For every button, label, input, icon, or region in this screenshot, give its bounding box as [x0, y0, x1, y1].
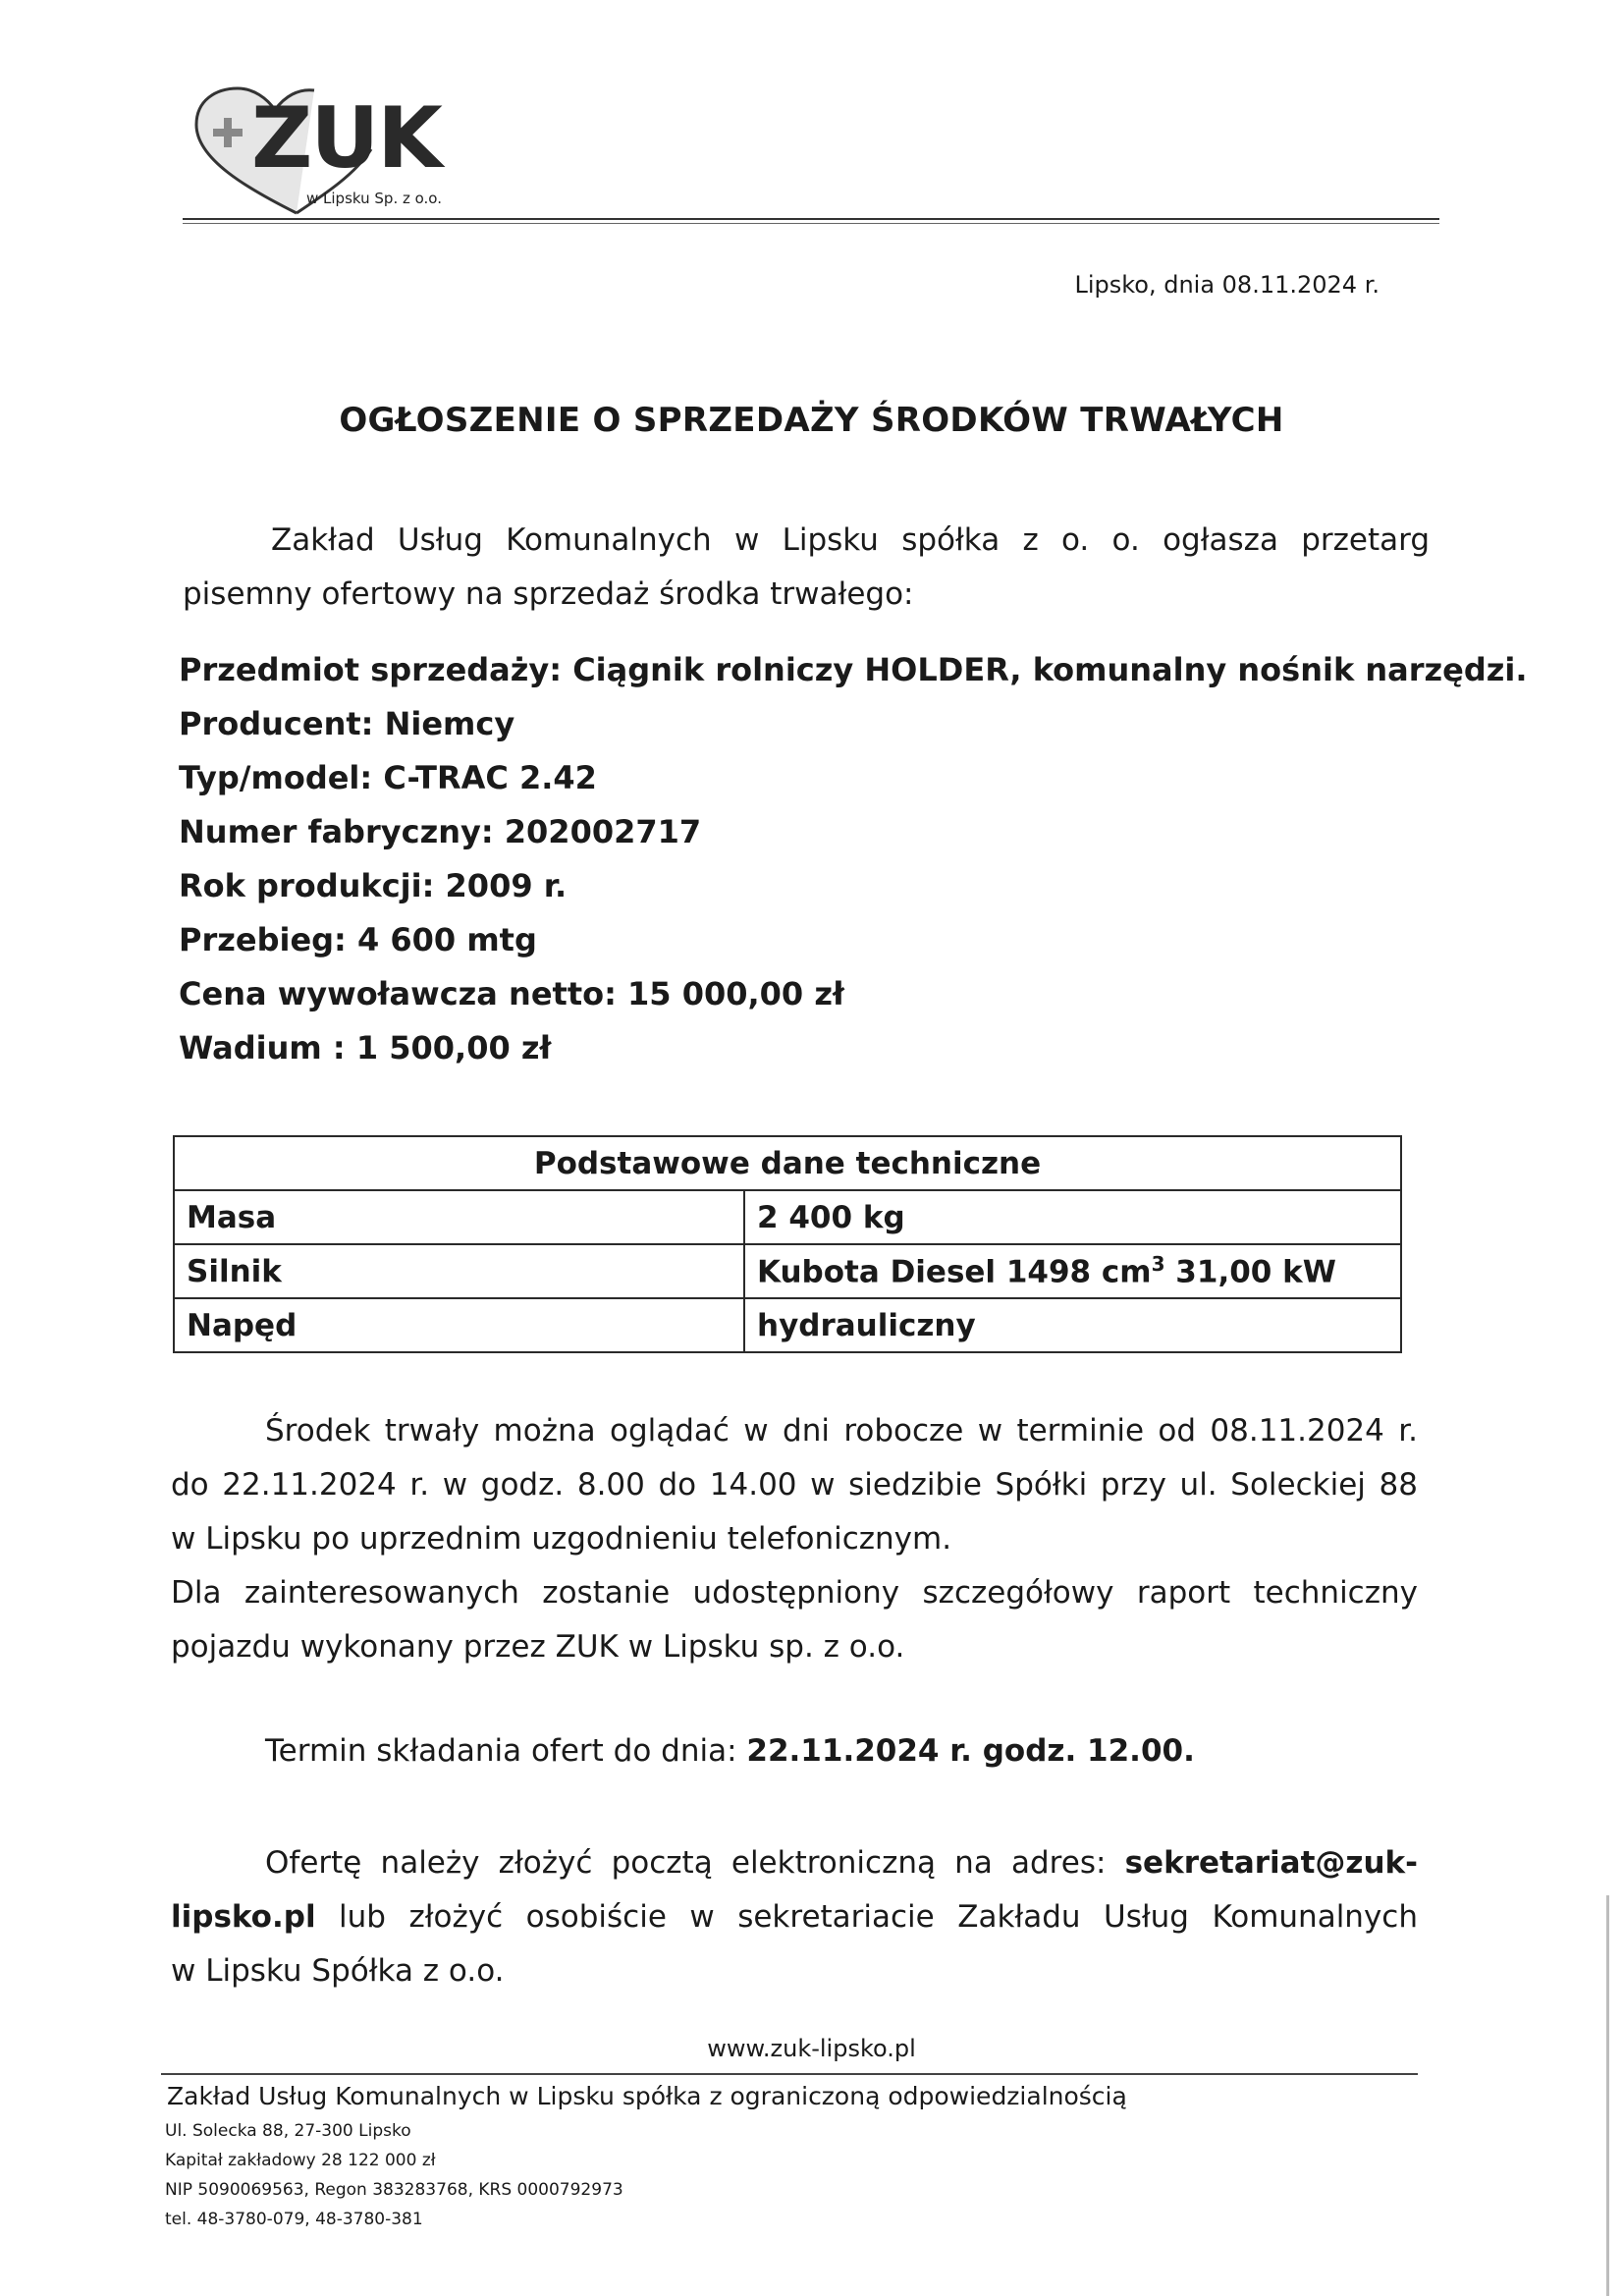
intro-line-2: pisemny ofertowy na sprzedaż środka trwałego: [183, 576, 914, 612]
intro-paragraph [183, 514, 1430, 622]
footer-capital: Kapitał zakładowy 28 122 000 zł [165, 2151, 436, 2170]
inspection-line-4: Dla zainteresowanych zostanie udostępniony szczegółowy raport techniczny [171, 1575, 1418, 1611]
inspection-line-1: Środek trwały można oglądać w dni robocze w terminie od 08.11.2024 r. [265, 1413, 1418, 1449]
spec-item-producer: Producent: Niemcy [179, 705, 515, 742]
spec-item-year: Rok produkcji: 2009 r. [179, 867, 568, 904]
offer-line-1 [171, 1836, 1418, 1890]
inspection-paragraph [171, 1404, 1418, 1674]
table-cell-value [744, 1244, 1401, 1298]
spec-item-serial: Numer fabryczny: 202002717 [179, 813, 702, 850]
table-cell-value: hydrauliczny [744, 1298, 1401, 1352]
engine-value: Kubota Diesel 1498 cm [757, 1254, 1152, 1290]
footer-address: Ul. Solecka 88, 27-300 Lipsko [165, 2121, 411, 2141]
offer-line-2-text: lub złożyć osobiście w sekretariacie Zakładu Usług Komunalnych [315, 1899, 1418, 1935]
inspection-line-5: pojazdu wykonany przez ZUK w Lipsku sp. z o.o. [171, 1629, 905, 1665]
footer-phone: tel. 48-3780-079, 48-3780-381 [165, 2210, 423, 2229]
spec-item-mileage: Przebieg: 4 600 mtg [179, 921, 537, 958]
deadline-paragraph [265, 1733, 1195, 1769]
table-header: Podstawowe dane techniczne [174, 1136, 1401, 1190]
document-date: Lipsko, dnia 08.11.2024 r. [1074, 271, 1380, 299]
header-divider-thin [183, 223, 1439, 224]
email-link-cont[interactable]: lipsko.pl [171, 1899, 316, 1935]
table-header-row [174, 1136, 1401, 1190]
offer-line-1-text: Ofertę należy złożyć pocztą elektroniczną na adres: [265, 1845, 1125, 1881]
table-row [174, 1298, 1401, 1352]
table-row [174, 1244, 1401, 1298]
table-cell-label: Silnik [174, 1244, 744, 1298]
scan-edge-artifact [1606, 1895, 1609, 2296]
footer-company-name: Zakład Usług Komunalnych w Lipsku spółka z ograniczoną odpowiedzialnością [167, 2082, 1127, 2110]
table-cell-value: 2 400 kg [744, 1190, 1401, 1244]
deadline-label: Termin składania ofert do dnia: [265, 1733, 747, 1769]
table-row [174, 1190, 1401, 1244]
email-link[interactable]: sekretariat@zuk- [1124, 1845, 1418, 1881]
footer-registry-ids: NIP 5090069563, Regon 383283768, KRS 0000792973 [165, 2180, 623, 2200]
spec-item-model: Typ/model: C-TRAC 2.42 [179, 759, 597, 796]
intro-line-1: Zakład Usług Komunalnych w Lipsku spółka z o. o. ogłasza przetarg [271, 522, 1430, 558]
engine-power: 31,00 kW [1164, 1254, 1336, 1290]
offer-paragraph [171, 1836, 1418, 1998]
technical-data-table [173, 1135, 1402, 1353]
deadline-value: 22.11.2024 r. godz. 12.00. [746, 1733, 1195, 1769]
spec-list [179, 643, 1528, 1075]
footer-divider [161, 2073, 1418, 2075]
offer-line-2 [171, 1890, 1418, 1944]
table-cell-label: Masa [174, 1190, 744, 1244]
spec-item-subject: Przedmiot sprzedaży: Ciągnik rolniczy HOLDER, komunalny nośnik narzędzi. [179, 651, 1528, 688]
table-cell-label: Napęd [174, 1298, 744, 1352]
website-link[interactable]: www.zuk-lipsko.pl [707, 2035, 916, 2062]
document-title: OGŁOSZENIE O SPRZEDAŻY ŚRODKÓW TRWAŁYCH [339, 401, 1284, 440]
inspection-line-2: do 22.11.2024 r. w godz. 8.00 do 14.00 w siedzibie Spółki przy ul. Soleckiej 88 [171, 1467, 1418, 1503]
offer-line-3: w Lipsku Spółka z o.o. [171, 1953, 505, 1989]
engine-value-superscript: 3 [1151, 1252, 1165, 1277]
header-divider [183, 218, 1439, 220]
spec-item-deposit: Wadium : 1 500,00 zł [179, 1029, 552, 1066]
inspection-line-3: w Lipsku po uprzednim uzgodnieniu telefonicznym. [171, 1521, 952, 1557]
logo-text: ZUK [251, 89, 441, 188]
logo-subtitle: w Lipsku Sp. z o.o. [306, 190, 442, 207]
spec-item-price: Cena wywoławcza netto: 15 000,00 zł [179, 975, 844, 1012]
